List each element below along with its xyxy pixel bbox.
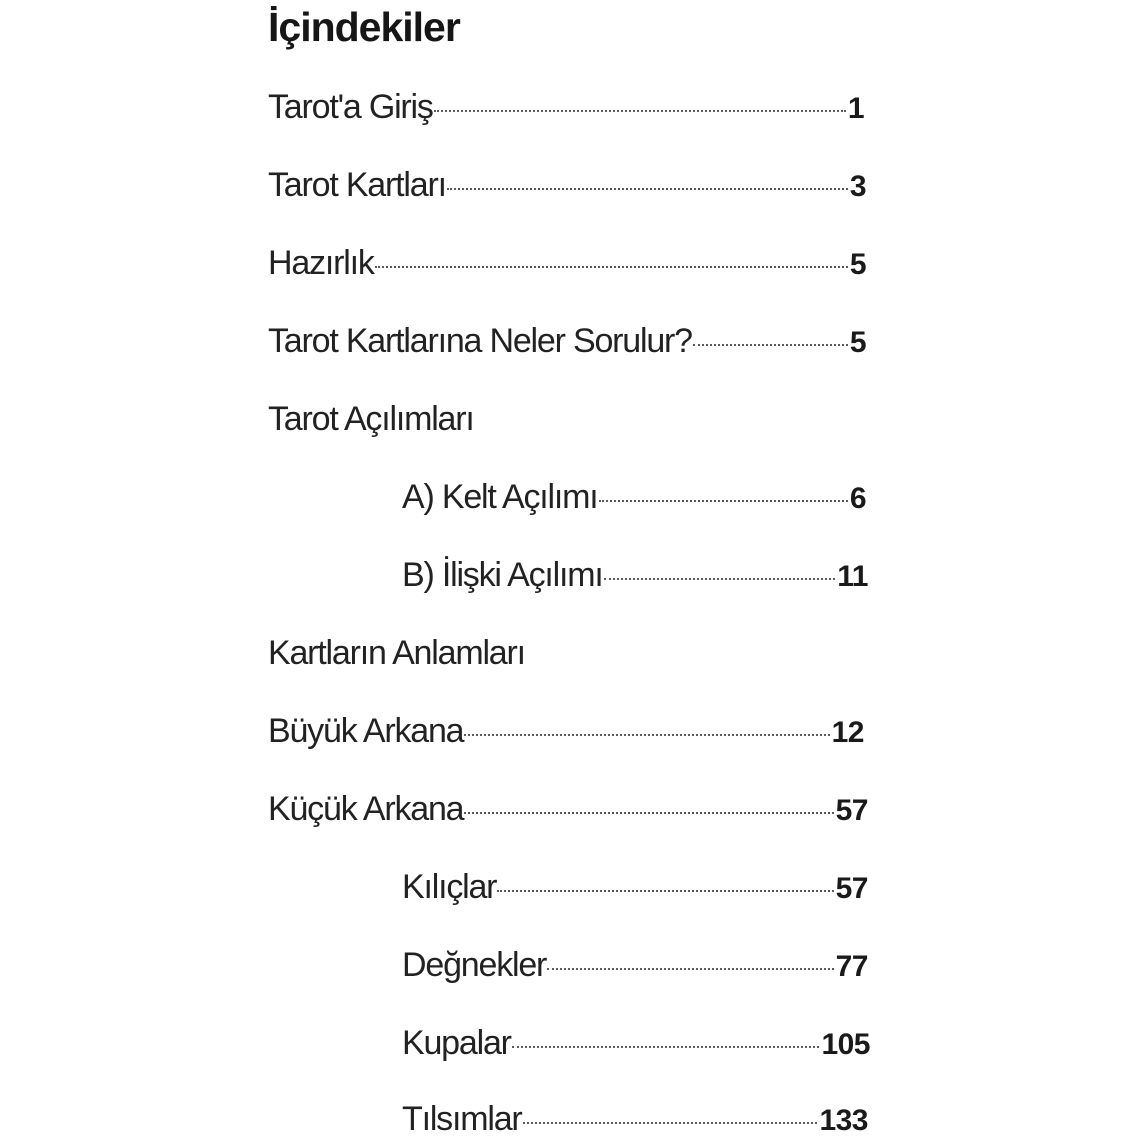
toc-entry-page: 5	[849, 326, 866, 359]
toc-entry-label: Kartların Anlamları	[268, 634, 525, 672]
toc-entry	[268, 712, 864, 756]
dot-leader	[434, 110, 846, 112]
toc-entry-page: 3	[849, 170, 866, 203]
toc-entry-label: Tarot Açılımları	[268, 400, 474, 438]
toc-entry-label: B) İlişki Açılımı	[402, 556, 603, 594]
toc-entry	[268, 790, 868, 834]
toc-entry-label: Hazırlık	[268, 244, 374, 282]
dot-leader	[497, 890, 833, 892]
toc-section-heading	[268, 634, 866, 678]
dot-leader	[547, 968, 833, 970]
toc-entry-label: Tılsımlar	[402, 1100, 522, 1138]
toc-entry-page: 133	[819, 1104, 868, 1137]
toc-entry-label: Kupalar	[402, 1024, 511, 1062]
toc-entry-label: Tarot'a Giriş	[268, 88, 433, 126]
toc-entry-page: 11	[837, 560, 868, 593]
toc-entry-page: 1	[847, 92, 864, 125]
toc-subentry	[402, 478, 866, 522]
toc-entry-page: 57	[835, 794, 868, 827]
dot-leader	[375, 266, 848, 268]
toc-subentry	[402, 868, 868, 912]
toc-entry	[268, 88, 864, 132]
toc-entry-page: 5	[849, 248, 866, 281]
toc-subentry	[402, 1100, 868, 1144]
toc-entry-page: 77	[835, 950, 868, 983]
dot-leader	[464, 812, 833, 814]
toc-subentry	[402, 556, 868, 600]
toc-entry	[268, 244, 866, 288]
dot-leader	[604, 578, 836, 580]
toc-section-heading	[268, 400, 866, 444]
toc-entry-label: Küçük Arkana	[268, 790, 464, 828]
dot-leader	[512, 1046, 820, 1048]
toc-entry-label: Kılıçlar	[402, 868, 497, 906]
toc-entry-page: 57	[835, 872, 868, 905]
toc-entry	[268, 322, 866, 366]
toc-entry-label: Büyük Arkana	[268, 712, 464, 750]
toc-entry	[268, 166, 866, 210]
toc-entry-page: 6	[849, 482, 866, 515]
dot-leader	[447, 188, 848, 190]
toc-entry-label: Tarot Kartlarına Neler Sorulur?	[268, 322, 692, 360]
toc-entry-label: Tarot Kartları	[268, 166, 446, 204]
toc-title: İçindekiler	[268, 4, 460, 50]
dot-leader	[523, 1122, 818, 1124]
dot-leader	[693, 344, 848, 346]
toc-entry-page: 12	[831, 716, 864, 749]
toc-subentry	[402, 1024, 870, 1068]
dot-leader	[464, 734, 829, 736]
toc-subentry	[402, 946, 868, 990]
toc-entry-page: 105	[821, 1028, 870, 1061]
toc-entry-label: Değnekler	[402, 946, 547, 984]
dot-leader	[599, 500, 848, 502]
toc-entry-label: A) Kelt Açılımı	[402, 478, 598, 516]
